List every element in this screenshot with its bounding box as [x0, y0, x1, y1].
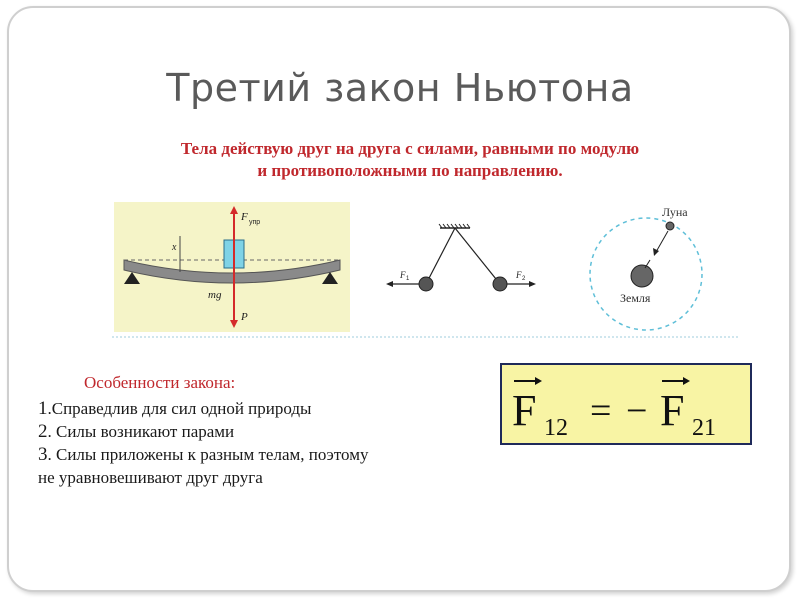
- right-thread: [455, 228, 500, 284]
- newton-third-law-formula: [500, 363, 752, 445]
- label-f2-sub: 2: [522, 276, 526, 282]
- moon-force-arrow: [656, 231, 668, 252]
- law-statement-line2: и противоположными по направлению.: [257, 161, 563, 180]
- features-heading: Особенности закона:: [84, 373, 236, 392]
- earth-moon-figure: [582, 202, 738, 336]
- feature-item-3: 3. Силы приложены к разным телам, поэтому: [38, 444, 369, 465]
- right-ball: [493, 277, 507, 291]
- formula-rhs-sub: 21: [692, 415, 716, 441]
- page-title: Третий закон Ньютона: [166, 66, 634, 110]
- left-ball: [419, 277, 433, 291]
- label-f2: F: [516, 270, 522, 280]
- label-x: x: [172, 242, 177, 253]
- formula-lhs: F: [512, 386, 537, 435]
- force-f1-arrowhead: [386, 281, 393, 287]
- beam-figure: [114, 202, 350, 332]
- feature-item-2: 2. Силы возникают парами: [38, 421, 235, 442]
- label-moon: Луна: [662, 205, 688, 219]
- label-f1: F: [400, 270, 406, 280]
- law-statement: [90, 138, 730, 182]
- label-earth: Земля: [620, 291, 651, 305]
- formula-rhs: F: [660, 386, 685, 435]
- feature-item-3-continuation: не уравновешивают друг друга: [38, 468, 263, 487]
- earth: [631, 265, 653, 287]
- law-features: [38, 372, 508, 489]
- label-f1-sub: 1: [406, 276, 410, 282]
- vector-arrowhead-f21: [683, 377, 690, 385]
- left-thread: [426, 228, 455, 284]
- formula-lhs-sub: 12: [544, 415, 568, 441]
- figure-divider: [112, 336, 738, 338]
- pendulum-figure: [382, 222, 538, 312]
- formula-minus: −: [626, 390, 648, 432]
- label-mg: mg: [208, 289, 222, 301]
- label-p: P: [241, 311, 248, 323]
- vector-arrowhead-f12: [535, 377, 542, 385]
- formula-equals: =: [590, 390, 612, 432]
- moon: [666, 222, 674, 230]
- law-statement-line1: Тела действую друг на друга с силами, равными по модулю: [180, 139, 640, 158]
- feature-item-1: 1.Справедлив для сил одной природы: [38, 398, 312, 419]
- force-f2-arrowhead: [529, 281, 536, 287]
- formula-svg: [502, 365, 750, 443]
- label-elastic-force: F: [241, 211, 248, 223]
- label-elastic-force-sub: упр: [249, 219, 261, 226]
